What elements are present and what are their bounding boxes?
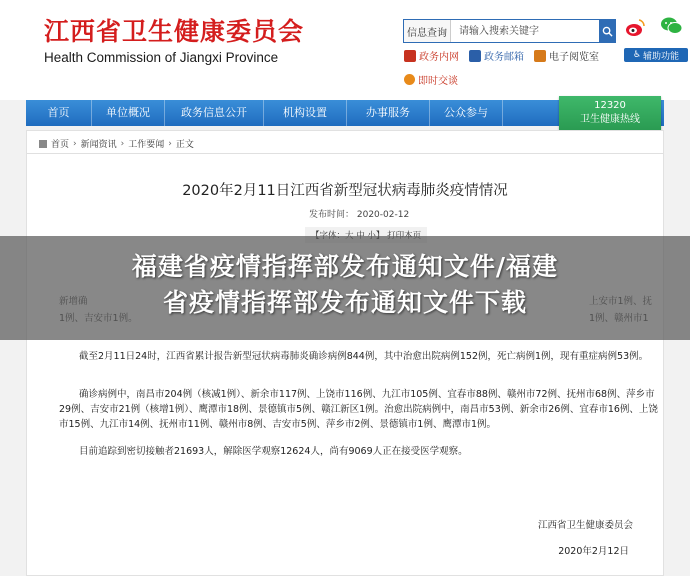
- breadcrumb-news[interactable]: 新闻资讯: [80, 140, 117, 150]
- quicklink-intranet[interactable]: 政务内网: [404, 48, 459, 63]
- article-title: 2020年2月11日江西省新型冠状病毒肺炎疫情情况: [182, 183, 508, 199]
- breadcrumb-current: 正文: [175, 140, 194, 150]
- nav-services[interactable]: 办事服务: [347, 100, 430, 126]
- nav-gov-info[interactable]: 政务信息公开: [165, 100, 264, 126]
- home-icon: [39, 140, 47, 148]
- breadcrumb-work[interactable]: 工作要闻: [128, 140, 165, 150]
- signature-date: 2020年2月12日: [558, 546, 629, 557]
- search-box: [403, 19, 601, 43]
- site-header: [0, 0, 690, 100]
- banner-line-2: 省疫情指挥部发布通知文件下载: [162, 288, 527, 317]
- breadcrumb-home[interactable]: 首页: [51, 140, 70, 150]
- site-subtitle: Health Commission of Jiangxi Province: [44, 50, 279, 65]
- publish-time: 发布时间： 2020-02-12: [309, 210, 410, 220]
- nav-public-participation[interactable]: 公众参与: [430, 100, 503, 126]
- breadcrumb: [39, 137, 194, 150]
- hotline-label: 卫生健康热线: [580, 114, 640, 125]
- breadcrumb-sep: ›: [120, 138, 125, 149]
- breadcrumb-sep: ›: [168, 138, 172, 149]
- weibo-icon[interactable]: [624, 18, 646, 40]
- intranet-icon: [404, 50, 416, 62]
- instant-chat-link[interactable]: 即时交谈: [404, 72, 458, 87]
- chat-icon: [404, 74, 415, 85]
- hotline-number: 12320: [594, 100, 626, 111]
- hotline-badge[interactable]: [559, 96, 661, 130]
- breadcrumb-sep: ›: [73, 138, 77, 149]
- nav-home[interactable]: 首页: [26, 100, 92, 126]
- site-title[interactable]: 江西省卫生健康委员会: [44, 17, 305, 46]
- search-icon: [602, 26, 613, 37]
- banner-line-1: 福建省疫情指挥部发布通知文件/福建: [131, 252, 559, 281]
- book-icon: [534, 50, 546, 62]
- mail-icon: [469, 50, 481, 62]
- wechat-icon[interactable]: [660, 16, 682, 38]
- search-button[interactable]: [599, 19, 616, 43]
- paragraph-contacts: 目前追踪到密切接触者21693人，解除医学观察12624人，尚有9069人正在接受医学观察。: [79, 446, 468, 457]
- nav-unit-overview[interactable]: 单位概况: [92, 100, 165, 126]
- quicklink-mail[interactable]: 政务邮箱: [469, 48, 524, 63]
- article-container: [26, 130, 664, 576]
- paragraph-cases: 确诊病例中，南昌市204例（核减1例）、新余市117例、上饶市116例、九江市105例、宜春市88例、赣州市72例、抚州市68例、萍乡市29例、吉安市21例（核增1例）、鹰潭市18例、景德镇市5例、赣江新区1例。治愈出院病例中，南昌市53例、新余市26例、宜春市16例、上饶市15例、九江市14例、抚州市11例、赣州市8例、吉安市5例、萍乡市2例、景德镇市1例、鹰潭市1例。: [59, 389, 658, 430]
- nav-institutions[interactable]: 机构设置: [264, 100, 347, 126]
- signature-org: 江西省卫生健康委员会: [537, 520, 633, 531]
- paragraph-summary: 截至2月11日24时，江西省累计报告新型冠状病毒肺炎确诊病例844例，其中治愈出院病例152例，死亡病例1例，现有重症病例53例。: [79, 351, 649, 362]
- divider: [27, 153, 663, 154]
- search-input[interactable]: [451, 25, 581, 38]
- overlay-banner-text: [0, 249, 690, 321]
- accessibility-icon: ♿: [632, 50, 642, 60]
- search-label: 信息查询: [404, 20, 451, 42]
- quicklink-reading-room[interactable]: 电子阅览室: [534, 48, 599, 63]
- accessibility-button[interactable]: ♿ 辅助功能: [624, 48, 688, 62]
- quicklinks: [404, 48, 599, 63]
